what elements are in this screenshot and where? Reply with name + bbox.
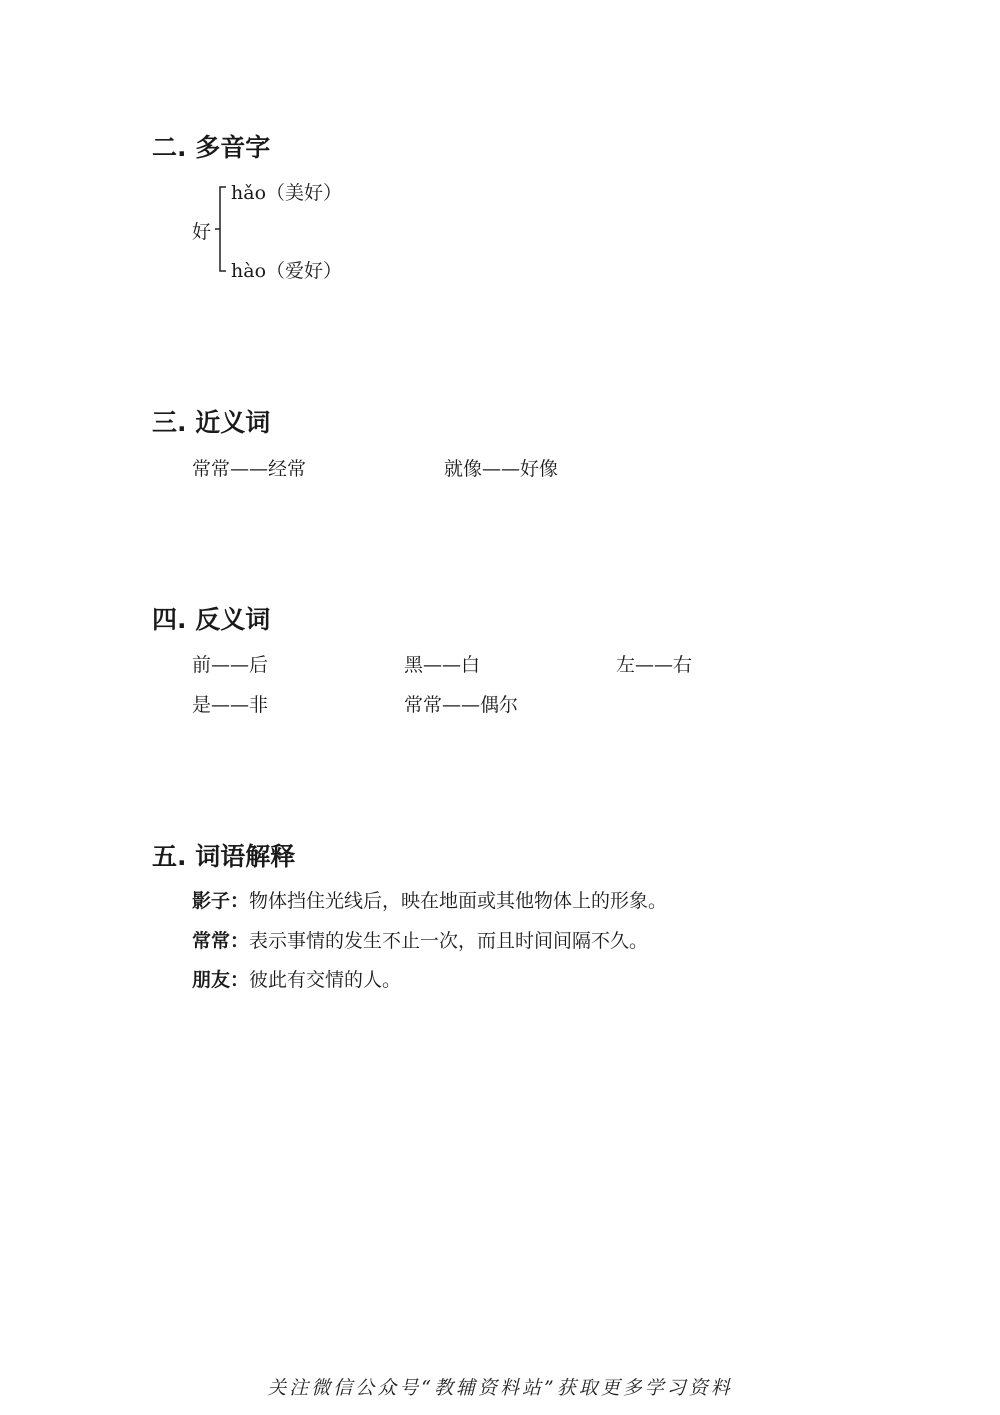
antonym-pair: 常常——偶尔 [404,694,519,716]
section-title-definitions: 五. 词语解释 [152,842,296,871]
definition-text: 物体挡住光线后，映在地面或其他物体上的形象。 [249,890,668,912]
definition-term: 常常 [192,930,231,952]
synonym-pair: 常常——经常 [192,458,307,480]
definition-item [192,889,667,913]
reading-pinyin: hǎo [231,182,267,204]
antonym-pair: 黑——白 [404,654,481,676]
antonym-pair: 左——右 [616,654,693,676]
definition-text: 表示事情的发生不止一次，而且时间间隔不久。 [249,930,649,952]
polyphonic-char: 好 [192,221,212,243]
reading-pinyin: hào [231,260,267,282]
reading-word: （爱好） [266,260,343,282]
section-title-synonyms: 三. 近义词 [152,408,271,437]
reading-item [231,181,342,205]
antonym-pair: 前——后 [192,654,269,676]
section-title-antonyms: 四. 反义词 [152,605,271,634]
definition-colon: ： [230,890,250,912]
definition-text: 彼此有交情的人。 [249,969,402,991]
definition-term: 影子 [192,890,231,912]
definition-colon: ： [230,969,250,991]
synonym-pair: 就像——好像 [444,458,559,480]
footer-note: 关注微信公众号“教辅资料站”获取更多学习资料 [267,1377,733,1399]
section-title-polyphonic: 二. 多音字 [152,133,271,162]
reading-item [231,259,342,283]
definition-item [192,968,401,992]
reading-word: （美好） [266,182,343,204]
definition-colon: ： [230,930,250,952]
definition-item [192,929,648,953]
antonym-pair: 是——非 [192,694,269,716]
brace-bracket [215,186,227,272]
definition-term: 朋友 [192,969,231,991]
